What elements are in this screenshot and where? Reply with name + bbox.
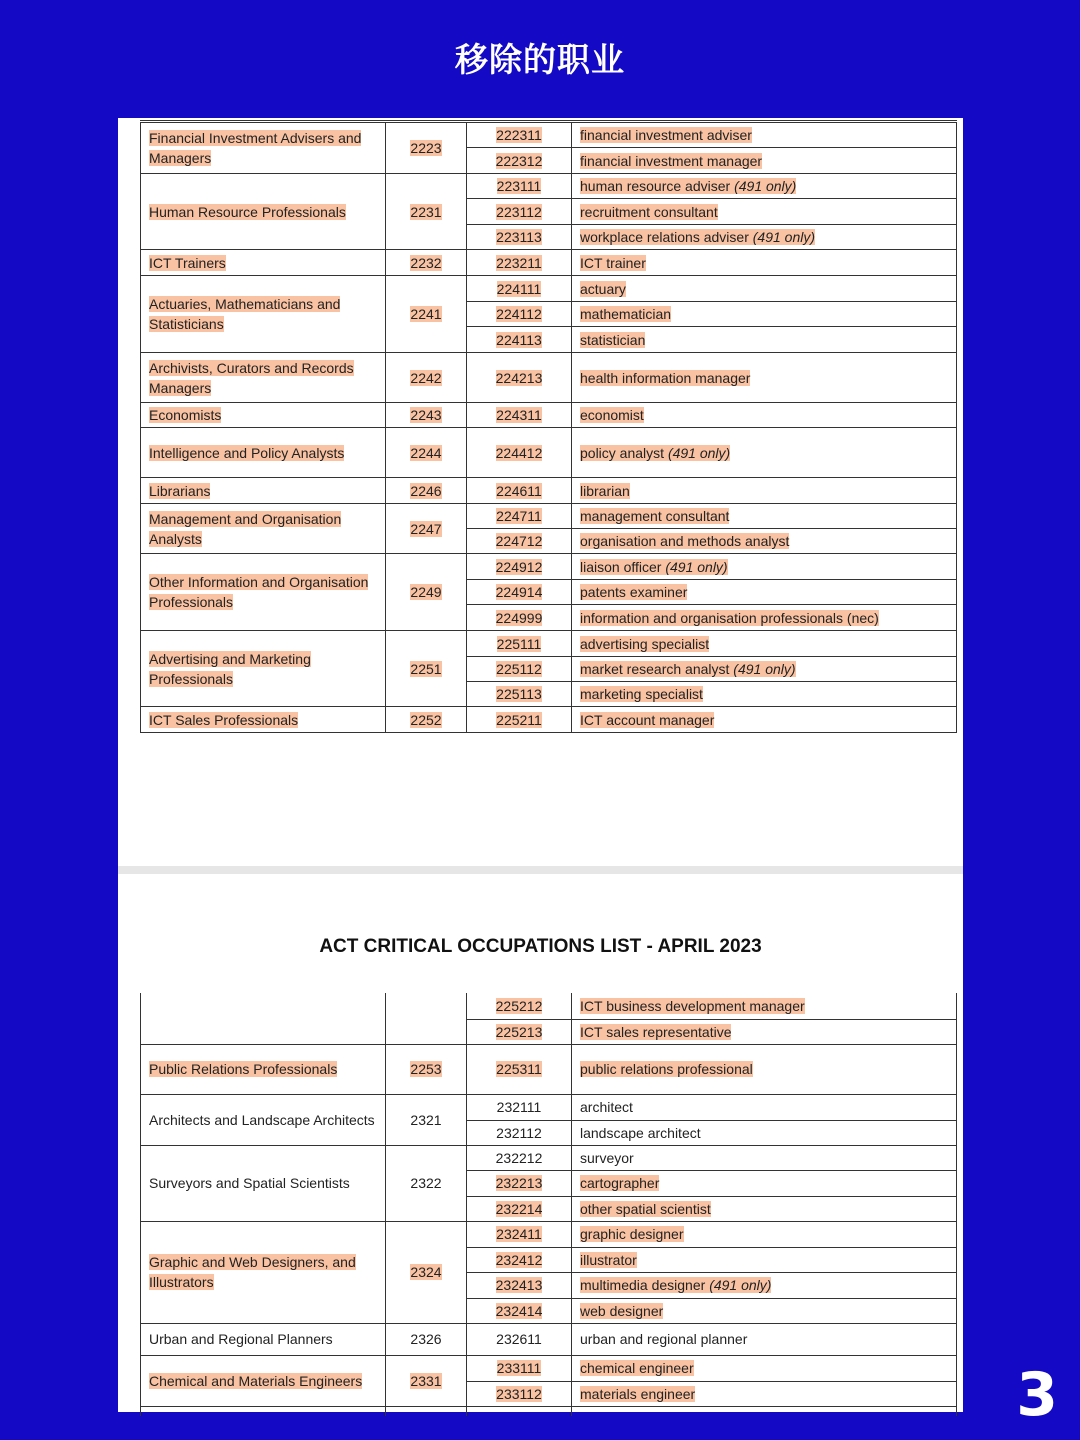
- occupation-title-cell: [572, 122, 957, 148]
- unit-group-code-cell: [386, 504, 467, 554]
- occupation-title-wrap: [580, 1175, 659, 1191]
- occupation-group-name: Other Information and Organisation Professionals: [149, 574, 369, 610]
- unit-group-code-cell: [386, 1323, 467, 1355]
- page-title: 移除的职业: [455, 40, 625, 79]
- occupation-title-wrap: [580, 1303, 663, 1319]
- occupation-group-cell: [141, 1355, 386, 1406]
- anzsco-code: 232411: [496, 1226, 542, 1242]
- unit-group-code: 2242: [410, 369, 442, 386]
- unit-group-code: 2322: [410, 1175, 442, 1191]
- occupation-title-cell: [572, 1044, 957, 1094]
- occupation-title: ICT business development manager: [580, 997, 805, 1014]
- anzsco-code: 232213: [495, 1175, 543, 1191]
- occupation-title-cell: [572, 1120, 957, 1145]
- occupation-title-wrap: [580, 1252, 637, 1268]
- anzsco-code: 224113: [496, 331, 542, 348]
- occupation-title-wrap: [580, 584, 687, 600]
- unit-group-code-cell: [386, 993, 467, 1044]
- empty-cell: [386, 1406, 467, 1416]
- table-row: [141, 554, 957, 580]
- unit-group-code: 2244: [410, 444, 442, 461]
- table-row: [141, 122, 957, 148]
- occupation-title: statistician: [580, 331, 646, 348]
- visa-note: (491 only): [665, 558, 728, 575]
- occupation-title-cell: [572, 1355, 957, 1381]
- anzsco-code: 223112: [496, 203, 542, 220]
- occupation-title: market research analyst: [580, 661, 730, 677]
- anzsco-code: 232414: [495, 1302, 543, 1319]
- occupation-title: financial investment adviser: [580, 127, 752, 143]
- unit-group-code-cell: [386, 1355, 467, 1406]
- unit-group-code-cell: [386, 478, 467, 504]
- occupation-title-wrap: [580, 1099, 633, 1115]
- anzsco-code-cell: [467, 1094, 572, 1120]
- document-page-2: [118, 874, 963, 1412]
- anzsco-code: 232111: [496, 1099, 542, 1115]
- occupation-title-cell: [572, 302, 957, 327]
- occupation-group-name: Economists: [149, 407, 222, 423]
- anzsco-code: 222311: [496, 127, 542, 143]
- occupation-title: advertising specialist: [580, 635, 710, 652]
- empty-cell: [467, 1406, 572, 1416]
- anzsco-code: 233112: [496, 1385, 542, 1402]
- occupation-title-wrap: [580, 661, 796, 677]
- anzsco-code: 224112: [496, 306, 542, 322]
- anzsco-code: 232214: [495, 1200, 543, 1217]
- occupation-title-wrap: [580, 229, 815, 245]
- occupation-group-name: Urban and Regional Planners: [149, 1331, 333, 1347]
- occupation-group-name: Intelligence and Policy Analysts: [149, 444, 345, 461]
- anzsco-code: 224111: [496, 280, 542, 297]
- occupation-title: librarian: [580, 482, 630, 499]
- occupation-title-wrap: [580, 306, 671, 322]
- anzsco-code-cell: [467, 428, 572, 478]
- anzsco-code-cell: [467, 580, 572, 605]
- document-page-1: [118, 118, 963, 866]
- anzsco-code-cell: [467, 1170, 572, 1196]
- anzsco-code-cell: [467, 225, 572, 250]
- occupation-title-cell: [572, 1094, 957, 1120]
- occupation-title: information and organisation professionals (nec): [580, 609, 879, 626]
- table-row: [141, 403, 957, 428]
- anzsco-code-cell: [467, 403, 572, 428]
- occupation-title-wrap: [580, 370, 750, 386]
- occupation-title-cell: [572, 657, 957, 682]
- unit-group-code-cell: [386, 403, 467, 428]
- table-row: [141, 1094, 957, 1120]
- occupation-group-cell: [141, 707, 386, 733]
- occupation-title: actuary: [580, 280, 626, 297]
- occupation-group-name: Archivists, Curators and Records Managers: [149, 359, 354, 396]
- document-title: ACT CRITICAL OCCUPATIONS LIST - APRIL 2023: [319, 936, 762, 957]
- occupation-title-wrap: [580, 127, 752, 143]
- anzsco-code-cell: [467, 478, 572, 504]
- unit-group-code-cell: [386, 554, 467, 631]
- occupation-title: recruitment consultant: [580, 203, 718, 220]
- occupation-title: marketing specialist: [580, 686, 703, 702]
- occupation-title-wrap: [580, 178, 796, 194]
- partial-row: [141, 1406, 957, 1416]
- anzsco-code-cell: [467, 1221, 572, 1247]
- unit-group-code: 2249: [410, 584, 442, 600]
- occupation-title: illustrator: [580, 1251, 637, 1268]
- unit-group-code-cell: [386, 1145, 467, 1221]
- occupation-title: other spatial scientist: [580, 1200, 711, 1217]
- occupation-title-wrap: [580, 1150, 634, 1166]
- unit-group-code: 2252: [410, 711, 442, 728]
- occupation-title-cell: [572, 707, 957, 733]
- visa-note: (491 only): [734, 178, 797, 194]
- unit-group-code: 2324: [410, 1264, 442, 1280]
- occupation-group-cell: [141, 504, 386, 554]
- occupation-title-wrap: [580, 686, 703, 702]
- occupation-group-cell: [141, 631, 386, 707]
- unit-group-code-cell: [386, 428, 467, 478]
- anzsco-code-cell: [467, 353, 572, 403]
- occupation-title-wrap: [580, 445, 730, 461]
- table-row: [141, 428, 957, 478]
- anzsco-code: 222312: [495, 152, 543, 169]
- anzsco-code-cell: [467, 682, 572, 707]
- occupation-title-wrap: [580, 1201, 711, 1217]
- occupation-group-cell: [141, 993, 386, 1044]
- occupation-title-wrap: [580, 204, 718, 220]
- anzsco-code-cell: [467, 1323, 572, 1355]
- occupation-title-wrap: [580, 255, 646, 271]
- occupation-title-cell: [572, 148, 957, 174]
- occupation-title: ICT sales representative: [580, 1023, 732, 1040]
- table-row: [141, 478, 957, 504]
- occupation-title: financial investment manager: [580, 152, 763, 169]
- table-row: [141, 1355, 957, 1381]
- anzsco-code-cell: [467, 250, 572, 276]
- anzsco-code: 224712: [495, 533, 543, 549]
- occupation-group-cell: [141, 1323, 386, 1355]
- table-row: [141, 504, 957, 529]
- occupation-title-cell: [572, 327, 957, 353]
- occupation-title-wrap: [580, 508, 729, 524]
- unit-group-code: 2326: [410, 1331, 442, 1347]
- occupation-title-wrap: [580, 1386, 695, 1402]
- unit-group-code: 2251: [410, 660, 442, 677]
- anzsco-code: 232212: [495, 1149, 543, 1166]
- occupation-title: landscape architect: [580, 1124, 701, 1141]
- occupation-group-cell: [141, 276, 386, 353]
- occupation-title: graphic designer: [580, 1226, 684, 1242]
- unit-group-code: 2331: [410, 1372, 442, 1389]
- visa-note: (491 only): [667, 444, 731, 461]
- occupation-group-cell: [141, 1044, 386, 1094]
- occupation-title-cell: [572, 1247, 957, 1272]
- occupation-title: policy analyst: [580, 444, 665, 461]
- occupation-title-wrap: [580, 407, 644, 423]
- occupation-title: public relations professional: [580, 1061, 753, 1077]
- occupation-group-name: ICT Trainers: [149, 254, 226, 271]
- occupation-group-cell: [141, 1145, 386, 1221]
- anzsco-code-cell: [467, 1381, 572, 1406]
- unit-group-code: 2253: [410, 1061, 442, 1077]
- anzsco-code: 225113: [496, 686, 542, 702]
- occupation-group-cell: [141, 174, 386, 250]
- anzsco-code: 232112: [496, 1124, 542, 1141]
- anzsco-code-cell: [467, 554, 572, 580]
- occupation-title: cartographer: [580, 1175, 660, 1191]
- anzsco-code-cell: [467, 605, 572, 631]
- occupation-group-cell: [141, 122, 386, 174]
- occupation-title-cell: [572, 1019, 957, 1044]
- occupation-group-cell: [141, 403, 386, 428]
- occupation-title-wrap: [580, 1061, 753, 1077]
- anzsco-code-cell: [467, 993, 572, 1019]
- occupation-title: chemical engineer: [580, 1360, 694, 1376]
- occupation-title: surveyor: [580, 1149, 634, 1166]
- occupation-title: workplace relations adviser: [580, 229, 749, 245]
- occupation-title-cell: [572, 529, 957, 554]
- occupation-group-name: Financial Investment Advisers and Managers: [149, 130, 362, 166]
- table-row: [141, 1221, 957, 1247]
- anzsco-code-cell: [467, 327, 572, 353]
- unit-group-code-cell: [386, 1221, 467, 1323]
- unit-group-code: 2231: [410, 203, 442, 220]
- occupation-group-name: Management and Organisation Analysts: [149, 510, 342, 547]
- empty-cell: [572, 1406, 957, 1416]
- occupation-title: health information manager: [580, 369, 751, 386]
- table-row: [141, 250, 957, 276]
- table-row: [141, 353, 957, 403]
- anzsco-code-cell: [467, 504, 572, 529]
- occupation-group-cell: [141, 353, 386, 403]
- anzsco-code: 224999: [495, 609, 543, 626]
- anzsco-code: 223113: [496, 229, 542, 245]
- table-row: [141, 707, 957, 733]
- unit-group-code-cell: [386, 353, 467, 403]
- occupation-title-cell: [572, 225, 957, 250]
- anzsco-code: 224912: [495, 558, 543, 575]
- unit-group-code: 2223: [410, 140, 442, 156]
- occupation-group-name: ICT Sales Professionals: [149, 711, 299, 728]
- occupation-title: mathematician: [580, 306, 672, 322]
- occupation-title-wrap: [580, 1024, 731, 1040]
- anzsco-code: 223211: [496, 254, 542, 271]
- occupation-title-cell: [572, 1323, 957, 1355]
- occupation-title-wrap: [580, 636, 709, 652]
- anzsco-code: 232413: [495, 1277, 543, 1293]
- anzsco-code: 224711: [496, 508, 542, 524]
- occupation-group-name: Surveyors and Spatial Scientists: [149, 1175, 350, 1191]
- occupation-title: economist: [580, 407, 644, 423]
- table-row: [141, 1323, 957, 1355]
- anzsco-code-cell: [467, 1196, 572, 1221]
- occupation-group-cell: [141, 1221, 386, 1323]
- unit-group-code: 2321: [410, 1111, 442, 1128]
- anzsco-code-cell: [467, 302, 572, 327]
- unit-group-code-cell: [386, 276, 467, 353]
- occupation-title-cell: [572, 199, 957, 225]
- anzsco-code-cell: [467, 122, 572, 148]
- unit-group-code: 2243: [410, 407, 442, 423]
- occupation-title-cell: [572, 1381, 957, 1406]
- occupation-title-cell: [572, 250, 957, 276]
- visa-note: (491 only): [709, 1277, 772, 1293]
- occupation-title-wrap: [580, 712, 714, 728]
- occupation-title-cell: [572, 428, 957, 478]
- occupation-group-name: Public Relations Professionals: [149, 1061, 338, 1077]
- anzsco-code: 225111: [496, 635, 542, 652]
- anzsco-code-cell: [467, 1247, 572, 1272]
- occupation-title-wrap: [580, 483, 630, 499]
- occupation-title-cell: [572, 1221, 957, 1247]
- anzsco-code-cell: [467, 707, 572, 733]
- occupation-group-name: Graphic and Web Designers, and Illustrators: [149, 1254, 356, 1290]
- occupation-title-cell: [572, 174, 957, 199]
- occupation-title: web designer: [580, 1302, 664, 1319]
- unit-group-code-cell: [386, 250, 467, 276]
- unit-group-code-cell: [386, 631, 467, 707]
- occupation-title-wrap: [580, 1277, 771, 1293]
- occupation-group-cell: [141, 250, 386, 276]
- occupation-title-cell: [572, 580, 957, 605]
- page-number: 3: [1016, 1360, 1058, 1430]
- anzsco-code: 224311: [496, 407, 542, 423]
- occupation-group-name: Architects and Landscape Architects: [149, 1111, 375, 1128]
- page-separator: [118, 866, 963, 874]
- anzsco-code: 224914: [495, 584, 543, 600]
- table-row: [141, 276, 957, 302]
- occupation-title-wrap: [580, 1360, 694, 1376]
- occupation-title-wrap: [580, 1331, 747, 1347]
- unit-group-code: 2247: [410, 520, 442, 537]
- unit-group-code: 2246: [410, 482, 442, 499]
- anzsco-code: 225212: [495, 997, 543, 1014]
- anzsco-code: 223111: [496, 178, 542, 194]
- occupation-title-wrap: [580, 1226, 684, 1242]
- anzsco-code-cell: [467, 631, 572, 657]
- anzsco-code-cell: [467, 199, 572, 225]
- occupation-title-wrap: [580, 153, 762, 169]
- occupation-group-name: Actuaries, Mathematicians and Statisticians: [149, 296, 341, 332]
- occupation-title-cell: [572, 1196, 957, 1221]
- occupation-title-wrap: [580, 610, 879, 626]
- occupation-title: management consultant: [580, 508, 730, 524]
- empty-cell: [141, 1406, 386, 1416]
- unit-group-code-cell: [386, 174, 467, 250]
- occupation-title: architect: [580, 1099, 633, 1115]
- unit-group-code-cell: [386, 707, 467, 733]
- anzsco-code-cell: [467, 148, 572, 174]
- anzsco-code-cell: [467, 1019, 572, 1044]
- occupation-title-wrap: [580, 281, 626, 297]
- anzsco-code-cell: [467, 1355, 572, 1381]
- occupation-group-name: Librarians: [149, 482, 211, 499]
- table-row: [141, 174, 957, 199]
- anzsco-code: 224213: [495, 369, 543, 386]
- occupation-group-cell: [141, 428, 386, 478]
- anzsco-code-cell: [467, 529, 572, 554]
- unit-group-code: 2232: [410, 254, 442, 271]
- occupation-title-cell: [572, 504, 957, 529]
- occupation-title: urban and regional planner: [580, 1331, 748, 1347]
- anzsco-code-cell: [467, 1145, 572, 1170]
- occupation-title: multimedia designer: [580, 1277, 706, 1293]
- occupation-group-name: Human Resource Professionals: [149, 203, 346, 220]
- anzsco-code-cell: [467, 657, 572, 682]
- occupation-group-cell: [141, 1094, 386, 1145]
- occupation-title-cell: [572, 276, 957, 302]
- occupation-group-name: Advertising and Marketing Professionals: [149, 650, 311, 687]
- table-row: [141, 1145, 957, 1170]
- table-row: [141, 993, 957, 1019]
- occupation-title-wrap: [580, 533, 789, 549]
- occupation-title-wrap: [580, 332, 645, 348]
- occupation-title-wrap: [580, 1125, 701, 1141]
- occupation-title-wrap: [580, 998, 805, 1014]
- anzsco-code-cell: [467, 174, 572, 199]
- unit-group-code-cell: [386, 1044, 467, 1094]
- occupation-title-cell: [572, 605, 957, 631]
- anzsco-code-cell: [467, 1272, 572, 1298]
- occupation-group-name: Chemical and Materials Engineers: [149, 1372, 363, 1389]
- unit-group-code: 2241: [410, 306, 442, 322]
- occupation-title: materials engineer: [580, 1385, 696, 1402]
- occupation-title: liaison officer: [580, 558, 662, 575]
- anzsco-code-cell: [467, 1298, 572, 1323]
- occupation-title: organisation and methods analyst: [580, 533, 790, 549]
- occupation-group-cell: [141, 478, 386, 504]
- table-row: [141, 631, 957, 657]
- anzsco-code: 224412: [495, 444, 543, 461]
- occupation-title-wrap: [580, 559, 728, 575]
- occupation-title-cell: [572, 353, 957, 403]
- occupation-title: ICT trainer: [580, 254, 646, 271]
- occupation-title-cell: [572, 993, 957, 1019]
- anzsco-code: 225112: [496, 661, 542, 677]
- anzsco-code-cell: [467, 1044, 572, 1094]
- anzsco-code: 224611: [496, 482, 542, 499]
- occupation-title-cell: [572, 1170, 957, 1196]
- anzsco-code: 225211: [496, 711, 542, 728]
- occupation-title-cell: [572, 403, 957, 428]
- occupation-title: human resource adviser: [580, 178, 731, 194]
- occupation-title-cell: [572, 1298, 957, 1323]
- occupation-title-cell: [572, 554, 957, 580]
- anzsco-code: 232412: [495, 1251, 543, 1268]
- visa-note: (491 only): [752, 229, 816, 245]
- occupation-title: ICT account manager: [580, 711, 715, 728]
- visa-note: (491 only): [733, 661, 796, 677]
- anzsco-code-cell: [467, 276, 572, 302]
- occupation-title-cell: [572, 682, 957, 707]
- occupations-table-1: [140, 120, 957, 733]
- occupation-title-cell: [572, 478, 957, 504]
- occupation-title-cell: [572, 1145, 957, 1170]
- occupation-title-cell: [572, 1272, 957, 1298]
- unit-group-code-cell: [386, 1094, 467, 1145]
- anzsco-code: 232611: [496, 1331, 542, 1347]
- anzsco-code: 225213: [495, 1023, 543, 1040]
- occupation-title: patents examiner: [580, 584, 688, 600]
- anzsco-code: 233111: [496, 1360, 542, 1376]
- anzsco-code: 225311: [496, 1061, 542, 1077]
- occupation-title-cell: [572, 631, 957, 657]
- unit-group-code-cell: [386, 122, 467, 174]
- table-row: [141, 1044, 957, 1094]
- anzsco-code-cell: [467, 1120, 572, 1145]
- occupations-table-2: [140, 993, 957, 1416]
- occupation-group-cell: [141, 554, 386, 631]
